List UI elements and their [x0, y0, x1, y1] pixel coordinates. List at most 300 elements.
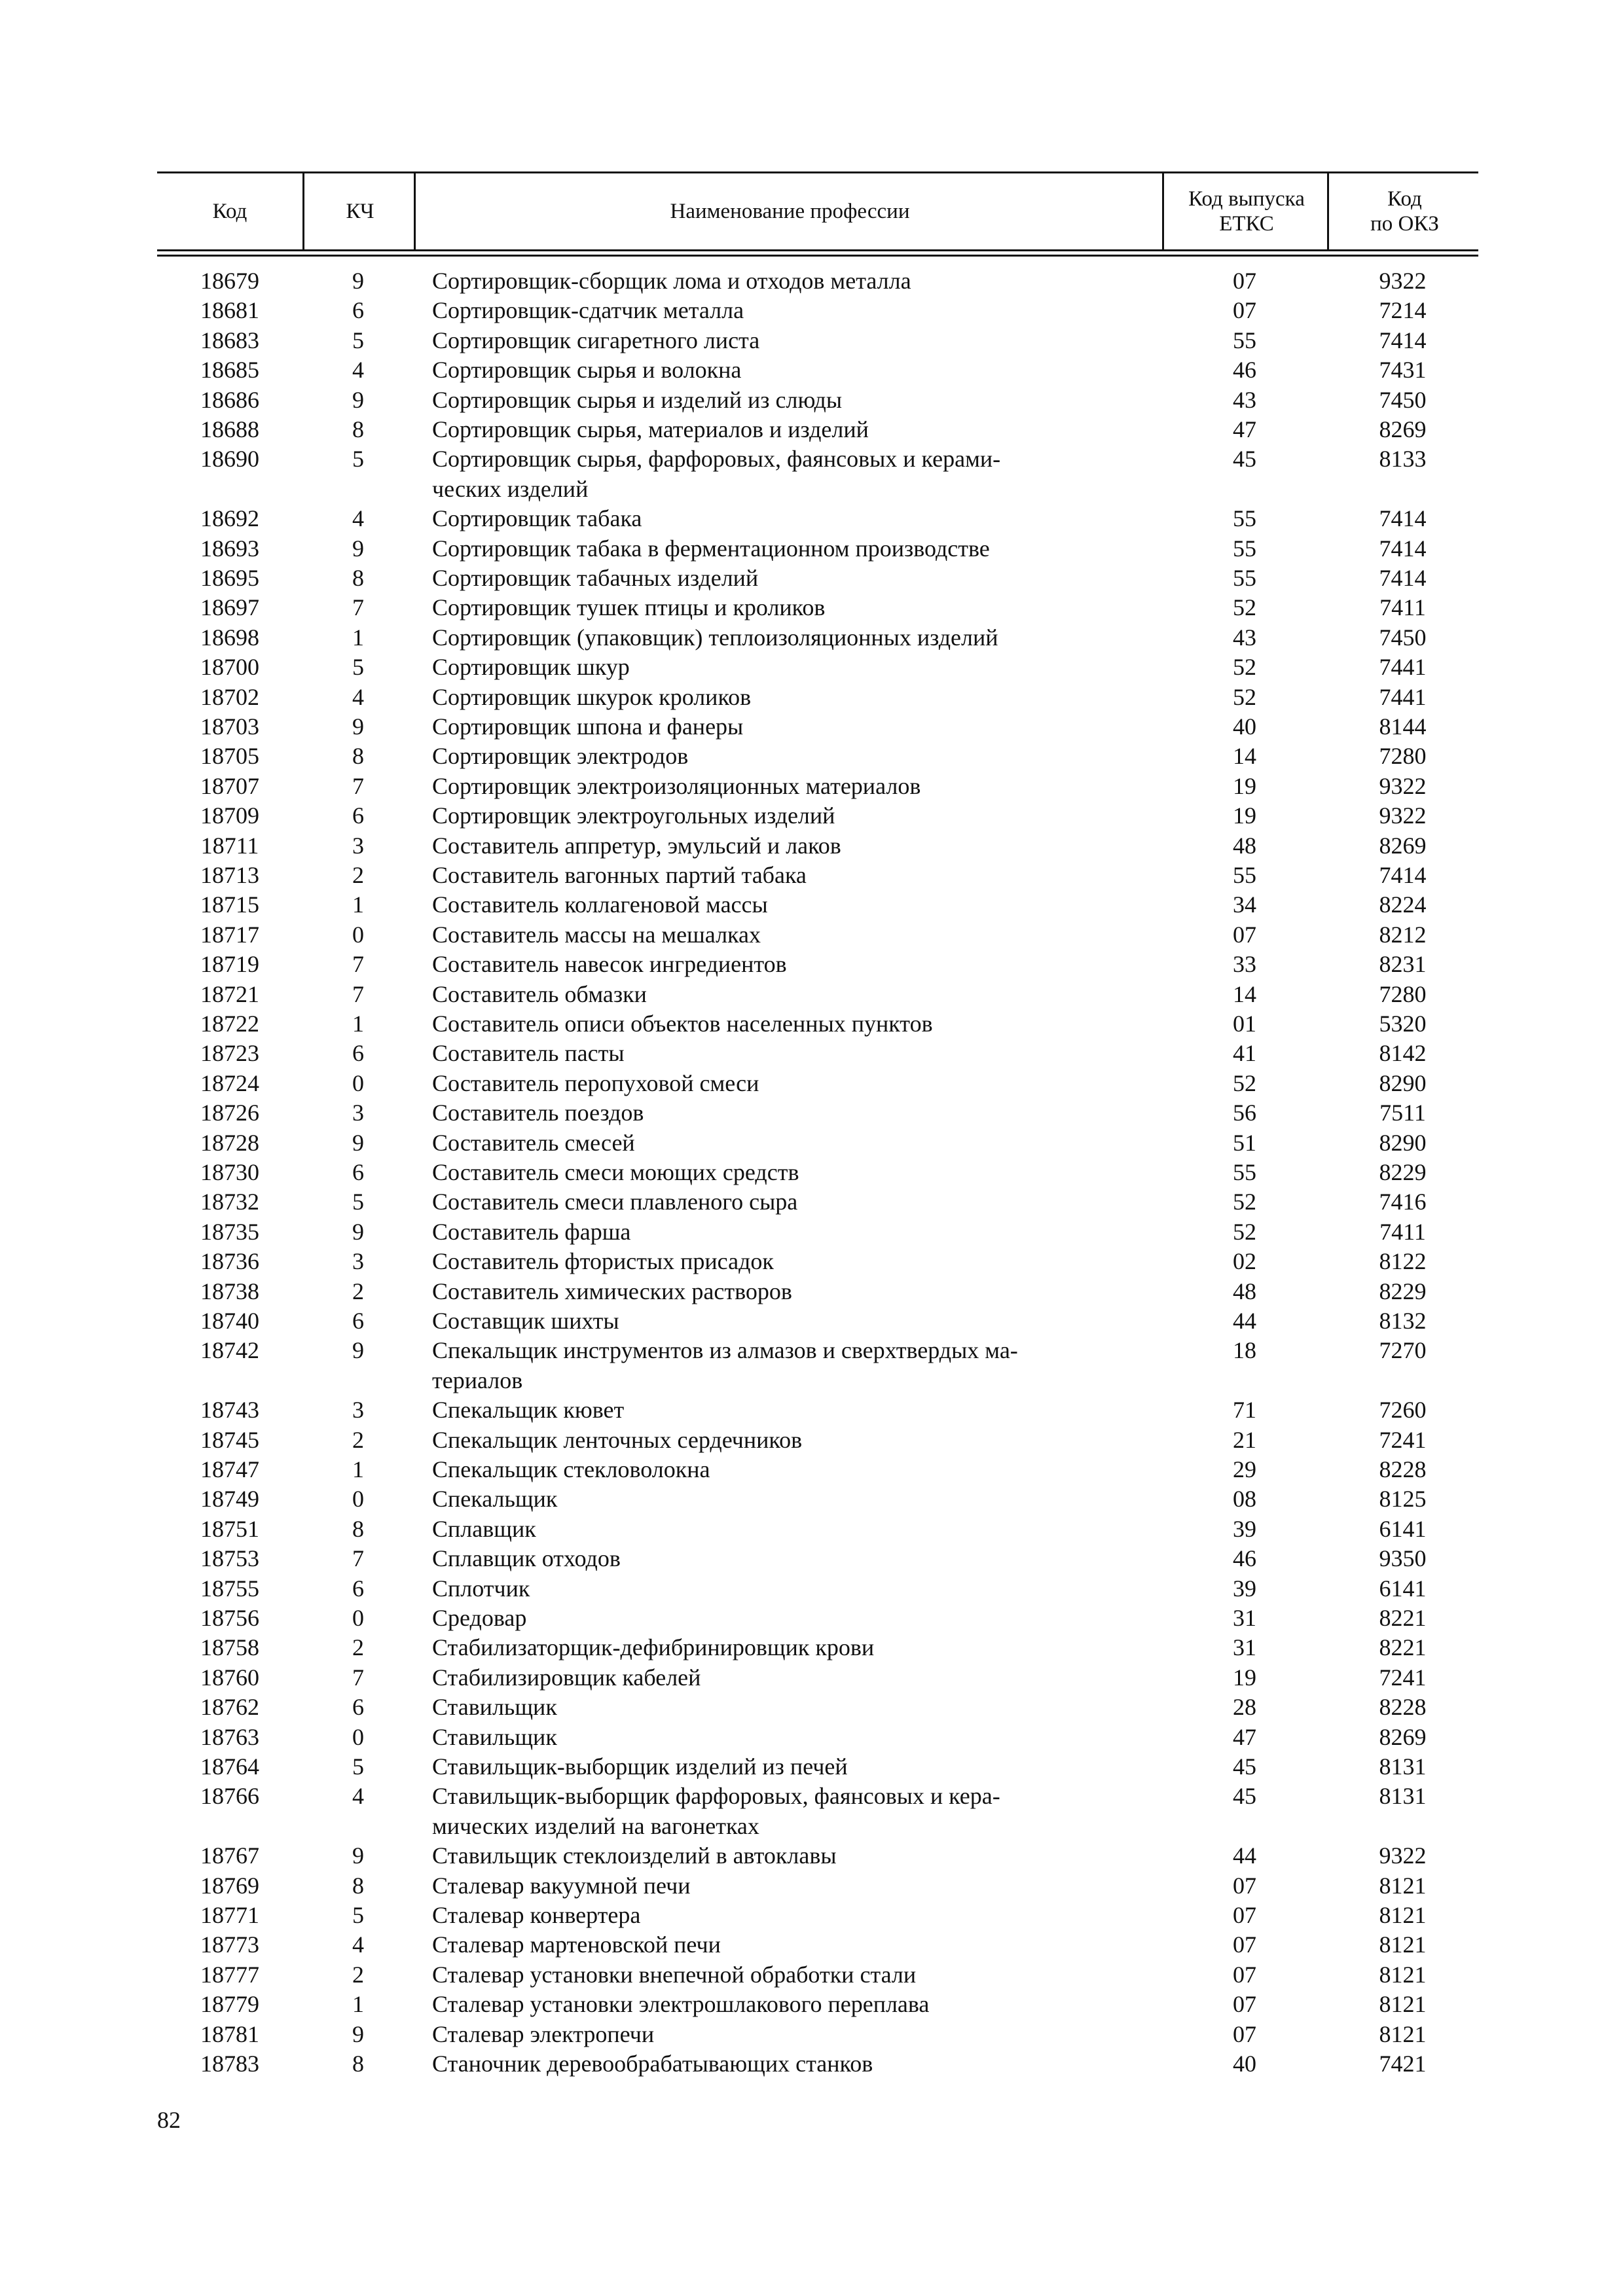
cell-okz-code: 7414 [1379, 862, 1427, 888]
cell-okz-code: 8131 [1379, 1783, 1427, 1810]
cell-code: 18692 [200, 505, 259, 532]
table-row [157, 1782, 1478, 1841]
cell-profession-name: Составитель массы на мешалках [432, 921, 761, 948]
cell-code: 18747 [200, 1456, 259, 1482]
cell-okz-code: 8221 [1379, 1634, 1427, 1661]
cell-profession-name: Спекальщик стекловолокна [432, 1456, 710, 1482]
cell-code: 18756 [200, 1605, 259, 1631]
cell-profession-name: Сортировщик шкурок кроликов [432, 683, 752, 710]
cell-code: 18762 [200, 1694, 259, 1721]
table-row [157, 1484, 1478, 1514]
cell-profession-name: Сортировщик шпона и фанеры [432, 713, 744, 740]
table-row [157, 1455, 1478, 1484]
cell-code: 18697 [200, 594, 259, 621]
header-etks-line1: Код выпуска [1188, 187, 1305, 211]
cell-kch: 3 [352, 1248, 364, 1275]
cell-code: 18736 [200, 1248, 259, 1275]
cell-etks-code: 19 [1233, 1664, 1256, 1691]
cell-okz-code: 7450 [1379, 624, 1427, 651]
cell-okz-code: 7414 [1379, 327, 1427, 353]
cell-etks-code: 45 [1233, 446, 1256, 473]
cell-code: 18732 [200, 1189, 259, 1215]
cell-profession-name-continued: ческих изделий [432, 475, 589, 502]
cell-okz-code: 8229 [1379, 1278, 1427, 1304]
cell-kch: 9 [352, 713, 364, 740]
cell-etks-code: 19 [1233, 772, 1256, 799]
cell-code: 18735 [200, 1218, 259, 1245]
cell-etks-code: 55 [1233, 505, 1256, 532]
cell-okz-code: 8231 [1379, 951, 1427, 978]
cell-profession-name: Сплавщик отходов [432, 1545, 621, 1572]
table-row [157, 772, 1478, 801]
cell-code: 18713 [200, 862, 259, 888]
table-row [157, 1009, 1478, 1039]
cell-etks-code: 07 [1233, 268, 1256, 294]
cell-okz-code: 8269 [1379, 416, 1427, 442]
table-row [157, 1277, 1478, 1306]
header-kch: КЧ [302, 173, 416, 249]
cell-kch: 2 [352, 1961, 364, 1988]
cell-okz-code: 5320 [1379, 1011, 1427, 1037]
table-row [157, 1128, 1478, 1158]
cell-code: 18722 [200, 1011, 259, 1037]
cell-kch: 5 [352, 1753, 364, 1780]
cell-code: 18764 [200, 1753, 259, 1780]
cell-etks-code: 07 [1233, 2020, 1256, 2047]
cell-etks-code: 52 [1233, 1069, 1256, 1096]
cell-etks-code: 33 [1233, 951, 1256, 978]
cell-etks-code: 45 [1233, 1783, 1256, 1810]
table-row [157, 1901, 1478, 1930]
cell-code: 18726 [200, 1100, 259, 1126]
header-okz-line2: по ОКЗ [1370, 212, 1439, 236]
cell-etks-code: 52 [1233, 683, 1256, 710]
cell-kch: 2 [352, 862, 364, 888]
cell-kch: 3 [352, 1100, 364, 1126]
table-header [157, 171, 1478, 251]
header-okz-line1: Код [1387, 187, 1422, 211]
cell-okz-code: 8122 [1379, 1248, 1427, 1275]
cell-code: 18688 [200, 416, 259, 442]
cell-code: 18783 [200, 2051, 259, 2077]
cell-etks-code: 40 [1233, 713, 1256, 740]
cell-okz-code: 8269 [1379, 1723, 1427, 1750]
cell-code: 18749 [200, 1486, 259, 1513]
cell-code: 18721 [200, 980, 259, 1007]
cell-okz-code: 7511 [1379, 1100, 1426, 1126]
cell-okz-code: 8121 [1379, 2020, 1427, 2047]
cell-etks-code: 55 [1233, 565, 1256, 591]
table-row [157, 1158, 1478, 1187]
cell-profession-name: Сортировщик электродов [432, 743, 689, 770]
cell-kch: 5 [352, 654, 364, 681]
table-row [157, 980, 1478, 1009]
cell-okz-code: 8121 [1379, 1931, 1427, 1958]
cell-profession-name: Станочник деревообрабатывающих станков [432, 2051, 873, 2077]
table-row [157, 296, 1478, 325]
table-row [157, 890, 1478, 920]
cell-profession-name: Составитель коллагеновой массы [432, 891, 768, 918]
cell-profession-name: Сортировщик шкур [432, 654, 630, 681]
cell-etks-code: 07 [1233, 1872, 1256, 1899]
cell-kch: 9 [352, 386, 364, 413]
cell-code: 18681 [200, 297, 259, 324]
cell-profession-name: Сортировщик тушек птицы и кроликов [432, 594, 826, 621]
cell-etks-code: 55 [1233, 862, 1256, 888]
table-row [157, 1930, 1478, 1960]
cell-kch: 7 [352, 1664, 364, 1691]
cell-kch: 1 [352, 1991, 364, 2018]
cell-okz-code: 8224 [1379, 891, 1427, 918]
cell-okz-code: 9350 [1379, 1545, 1427, 1572]
cell-etks-code: 47 [1233, 416, 1256, 442]
table-row [157, 801, 1478, 831]
cell-code: 18740 [200, 1308, 259, 1334]
cell-etks-code: 45 [1233, 1753, 1256, 1780]
cell-profession-name: Сортировщик-сборщик лома и отходов металла [432, 268, 911, 294]
cell-okz-code: 7431 [1379, 357, 1427, 384]
table-row [157, 1604, 1478, 1633]
cell-kch: 8 [352, 565, 364, 591]
cell-code: 18709 [200, 802, 259, 829]
cell-kch: 4 [352, 683, 364, 710]
cell-okz-code: 8228 [1379, 1694, 1427, 1721]
cell-kch: 5 [352, 446, 364, 473]
table-row [157, 712, 1478, 742]
cell-profession-name: Спекальщик инструментов из алмазов и сверхтвердых ма- [432, 1337, 1018, 1364]
cell-kch: 1 [352, 1011, 364, 1037]
cell-profession-name: Сортировщик-сдатчик металла [432, 297, 744, 324]
cell-etks-code: 52 [1233, 594, 1256, 621]
cell-kch: 0 [352, 1605, 364, 1631]
cell-kch: 4 [352, 1783, 364, 1810]
cell-okz-code: 7241 [1379, 1664, 1427, 1691]
cell-etks-code: 46 [1233, 1545, 1256, 1572]
cell-etks-code: 07 [1233, 1931, 1256, 1958]
table-row [157, 1426, 1478, 1455]
cell-kch: 2 [352, 1278, 364, 1304]
cell-kch: 6 [352, 1694, 364, 1721]
cell-profession-name: Стабилизировщик кабелей [432, 1664, 701, 1691]
table-row [157, 1574, 1478, 1604]
page-number: 82 [157, 2107, 181, 2133]
table-row [157, 623, 1478, 653]
cell-profession-name: Спекальщик кювет [432, 1397, 625, 1424]
cell-okz-code: 9322 [1379, 1842, 1427, 1869]
cell-etks-code: 44 [1233, 1308, 1256, 1334]
cell-profession-name: Средовар [432, 1605, 527, 1631]
cell-kch: 8 [352, 1515, 364, 1542]
cell-etks-code: 48 [1233, 832, 1256, 859]
cell-profession-name: Ставильщик [432, 1694, 557, 1721]
cell-okz-code: 7241 [1379, 1426, 1427, 1453]
cell-etks-code: 19 [1233, 802, 1256, 829]
cell-profession-name: Ставильщик стеклоизделий в автоклавы [432, 1842, 837, 1869]
cell-code: 18743 [200, 1397, 259, 1424]
cell-code: 18758 [200, 1634, 259, 1661]
cell-okz-code: 8144 [1379, 713, 1427, 740]
cell-okz-code: 8212 [1379, 921, 1427, 948]
cell-code: 18760 [200, 1664, 259, 1691]
cell-kch: 9 [352, 1129, 364, 1156]
cell-profession-name: Составитель пасты [432, 1040, 625, 1067]
cell-etks-code: 01 [1233, 1011, 1256, 1037]
cell-okz-code: 7260 [1379, 1397, 1427, 1424]
cell-kch: 8 [352, 743, 364, 770]
cell-etks-code: 14 [1233, 743, 1256, 770]
cell-etks-code: 34 [1233, 891, 1256, 918]
cell-kch: 9 [352, 1218, 364, 1245]
table-row [157, 1247, 1478, 1276]
table-row [157, 1069, 1478, 1098]
cell-profession-name: Составитель навесок ингредиентов [432, 951, 787, 978]
cell-okz-code: 8228 [1379, 1456, 1427, 1482]
table-row [157, 1217, 1478, 1247]
cell-code: 18700 [200, 654, 259, 681]
cell-etks-code: 43 [1233, 386, 1256, 413]
table-row [157, 1960, 1478, 1990]
cell-etks-code: 18 [1233, 1337, 1256, 1364]
cell-okz-code: 7416 [1379, 1189, 1427, 1215]
table-row [157, 1723, 1478, 1752]
cell-okz-code: 7450 [1379, 386, 1427, 413]
cell-code: 18771 [200, 1902, 259, 1928]
cell-etks-code: 71 [1233, 1397, 1256, 1424]
cell-code: 18767 [200, 1842, 259, 1869]
cell-etks-code: 55 [1233, 327, 1256, 353]
cell-kch: 1 [352, 1456, 364, 1482]
cell-etks-code: 07 [1233, 1961, 1256, 1988]
cell-etks-code: 52 [1233, 654, 1256, 681]
cell-profession-name: Сталевар установки внепечной обработки стали [432, 1961, 917, 1988]
cell-etks-code: 21 [1233, 1426, 1256, 1453]
header-etks-code [1162, 173, 1329, 249]
cell-etks-code: 56 [1233, 1100, 1256, 1126]
cell-code: 18766 [200, 1783, 259, 1810]
cell-kch: 0 [352, 1069, 364, 1096]
table-row [157, 1633, 1478, 1662]
cell-okz-code: 9322 [1379, 268, 1427, 294]
cell-okz-code: 7441 [1379, 654, 1427, 681]
cell-okz-code: 6141 [1379, 1575, 1427, 1602]
cell-etks-code: 46 [1233, 357, 1256, 384]
cell-code: 18738 [200, 1278, 259, 1304]
table-row [157, 1752, 1478, 1782]
cell-okz-code: 8290 [1379, 1129, 1427, 1156]
cell-kch: 6 [352, 297, 364, 324]
cell-profession-name: Сортировщик табака [432, 505, 642, 532]
header-okz-code [1327, 173, 1480, 249]
cell-kch: 0 [352, 921, 364, 948]
cell-kch: 6 [352, 1040, 364, 1067]
header-etks-line2: ЕТКС [1219, 212, 1274, 236]
cell-etks-code: 08 [1233, 1486, 1256, 1513]
cell-okz-code: 7214 [1379, 297, 1427, 324]
cell-code: 18724 [200, 1069, 259, 1096]
cell-profession-name: Ставильщик-выборщик изделий из печей [432, 1753, 848, 1780]
cell-kch: 4 [352, 505, 364, 532]
table-row [157, 266, 1478, 296]
cell-kch: 1 [352, 891, 364, 918]
cell-profession-name: Составитель фтористых присадок [432, 1248, 774, 1275]
table-row [157, 653, 1478, 682]
cell-profession-name: Сортировщик сигаретного листа [432, 327, 760, 353]
cell-etks-code: 29 [1233, 1456, 1256, 1482]
cell-code: 18781 [200, 2020, 259, 2047]
cell-etks-code: 02 [1233, 1248, 1256, 1275]
cell-code: 18742 [200, 1337, 259, 1364]
cell-profession-name: Спекальщик [432, 1486, 558, 1513]
cell-profession-name: Сплавщик [432, 1515, 536, 1542]
cell-kch: 9 [352, 2020, 364, 2047]
cell-code: 18711 [200, 832, 259, 859]
cell-code: 18777 [200, 1961, 259, 1988]
cell-code: 18686 [200, 386, 259, 413]
cell-profession-name: Составитель смеси плавленого сыра [432, 1189, 798, 1215]
cell-profession-name: Составитель смесей [432, 1129, 635, 1156]
cell-okz-code: 8142 [1379, 1040, 1427, 1067]
cell-profession-name: Сортировщик сырья, материалов и изделий [432, 416, 869, 442]
table-row [157, 415, 1478, 444]
cell-etks-code: 28 [1233, 1694, 1256, 1721]
cell-okz-code: 7411 [1379, 1218, 1426, 1245]
cell-kch: 9 [352, 1337, 364, 1364]
cell-okz-code: 9322 [1379, 802, 1427, 829]
cell-code: 18705 [200, 743, 259, 770]
cell-code: 18702 [200, 683, 259, 710]
cell-profession-name: Составитель перопуховой смеси [432, 1069, 759, 1096]
cell-okz-code: 8133 [1379, 446, 1427, 473]
cell-code: 18753 [200, 1545, 259, 1572]
cell-profession-name: Составитель обмазки [432, 980, 647, 1007]
table-row [157, 1663, 1478, 1693]
cell-kch: 0 [352, 1486, 364, 1513]
cell-profession-name: Сталевар вакуумной печи [432, 1872, 691, 1899]
table-row [157, 1039, 1478, 1068]
cell-code: 18723 [200, 1040, 259, 1067]
cell-code: 18690 [200, 446, 259, 473]
cell-etks-code: 07 [1233, 921, 1256, 948]
cell-okz-code: 8132 [1379, 1308, 1427, 1334]
cell-okz-code: 7414 [1379, 565, 1427, 591]
cell-okz-code: 8221 [1379, 1605, 1427, 1631]
cell-kch: 2 [352, 1426, 364, 1453]
table-row [157, 950, 1478, 979]
cell-profession-name: Ставильщик-выборщик фарфоровых, фаянсовых и кера- [432, 1783, 1000, 1810]
cell-profession-name: Сталевар мартеновской печи [432, 1931, 721, 1958]
table-row [157, 1306, 1478, 1336]
table-row [157, 444, 1478, 504]
table-row [157, 386, 1478, 415]
cell-etks-code: 40 [1233, 2051, 1256, 2077]
cell-kch: 9 [352, 1842, 364, 1869]
cell-profession-name: Сортировщик электроизоляционных материалов [432, 772, 921, 799]
cell-etks-code: 48 [1233, 1278, 1256, 1304]
cell-kch: 6 [352, 1159, 364, 1185]
cell-kch: 3 [352, 1397, 364, 1424]
table-row [157, 2049, 1478, 2079]
cell-etks-code: 55 [1233, 535, 1256, 562]
cell-kch: 5 [352, 327, 364, 353]
table-row [157, 504, 1478, 533]
table-row [157, 831, 1478, 861]
table-row [157, 920, 1478, 950]
cell-kch: 7 [352, 772, 364, 799]
cell-okz-code: 7270 [1379, 1337, 1427, 1364]
cell-etks-code: 52 [1233, 1189, 1256, 1215]
cell-code: 18730 [200, 1159, 259, 1185]
cell-profession-name: Сплотчик [432, 1575, 530, 1602]
cell-kch: 8 [352, 2051, 364, 2077]
cell-profession-name: Составитель химических растворов [432, 1278, 792, 1304]
cell-kch: 6 [352, 802, 364, 829]
table-row [157, 1515, 1478, 1544]
cell-code: 18719 [200, 951, 259, 978]
cell-code: 18703 [200, 713, 259, 740]
cell-etks-code: 07 [1233, 1902, 1256, 1928]
cell-profession-name: Спекальщик ленточных сердечников [432, 1426, 803, 1453]
cell-profession-name: Сортировщик сырья и волокна [432, 357, 742, 384]
cell-okz-code: 7280 [1379, 980, 1427, 1007]
table-row [157, 861, 1478, 890]
cell-profession-name: Сталевар конвертера [432, 1902, 641, 1928]
cell-okz-code: 7280 [1379, 743, 1427, 770]
cell-okz-code: 8121 [1379, 1991, 1427, 2018]
cell-okz-code: 7441 [1379, 683, 1427, 710]
table-row [157, 1187, 1478, 1217]
table-row [157, 534, 1478, 564]
cell-kch: 2 [352, 1634, 364, 1661]
cell-profession-name: Составщик шихты [432, 1308, 619, 1334]
cell-kch: 3 [352, 832, 364, 859]
table-row [157, 1336, 1478, 1395]
cell-profession-name: Составитель описи объектов населенных пунктов [432, 1011, 933, 1037]
cell-profession-name: Сталевар установки электрошлакового переплава [432, 1991, 930, 2018]
cell-kch: 7 [352, 980, 364, 1007]
cell-code: 18695 [200, 565, 259, 591]
table-row [157, 742, 1478, 771]
cell-kch: 7 [352, 951, 364, 978]
cell-kch: 9 [352, 268, 364, 294]
cell-etks-code: 14 [1233, 980, 1256, 1007]
cell-okz-code: 7414 [1379, 505, 1427, 532]
table-row [157, 1098, 1478, 1128]
cell-kch: 6 [352, 1308, 364, 1334]
cell-okz-code: 7411 [1379, 594, 1426, 621]
header-code: Код [212, 200, 247, 223]
cell-profession-name: Составитель смеси моющих средств [432, 1159, 799, 1185]
cell-etks-code: 44 [1233, 1842, 1256, 1869]
cell-profession-name: Сортировщик табака в ферментационном производстве [432, 535, 990, 562]
cell-kch: 1 [352, 624, 364, 651]
cell-etks-code: 39 [1233, 1515, 1256, 1542]
cell-okz-code: 9322 [1379, 772, 1427, 799]
cell-etks-code: 47 [1233, 1723, 1256, 1750]
cell-code: 18779 [200, 1991, 259, 2018]
cell-profession-name: Стабилизаторщик-дефибринировщик крови [432, 1634, 875, 1661]
cell-okz-code: 7414 [1379, 535, 1427, 562]
cell-profession-name: Составитель аппретур, эмульсий и лаков [432, 832, 841, 859]
cell-code: 18685 [200, 357, 259, 384]
cell-kch: 4 [352, 357, 364, 384]
cell-code: 18707 [200, 772, 259, 799]
cell-etks-code: 41 [1233, 1040, 1256, 1067]
cell-etks-code: 07 [1233, 297, 1256, 324]
cell-etks-code: 51 [1233, 1129, 1256, 1156]
cell-okz-code: 8290 [1379, 1069, 1427, 1096]
table-row [157, 1693, 1478, 1722]
cell-etks-code: 55 [1233, 1159, 1256, 1185]
